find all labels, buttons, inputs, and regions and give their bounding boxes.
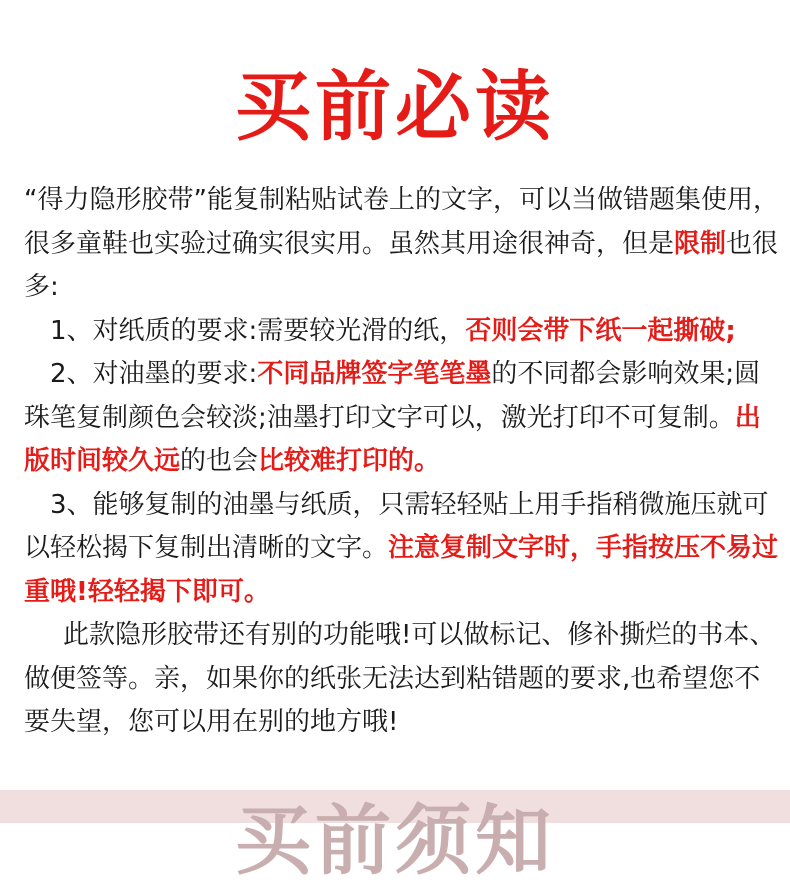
rule-paper-warning: 否则会带下纸一起撕破; <box>465 315 736 346</box>
next-section-title: 买前须知 <box>235 796 555 885</box>
rule-ink-paragraph <box>24 353 784 484</box>
rule-copy-paragraph <box>24 484 784 615</box>
rule-copy-warning: 注意复制文字时，手指按压不易过重哦!轻轻揭下即可。 <box>24 533 779 607</box>
intro-paragraph <box>24 179 784 310</box>
intro-text-a: “得力隐形胶带”能复制粘贴试卷上的文字，可以当做错题集使用，很多童鞋也实验过确实很实用。虽然其用途很神奇，但是 <box>24 185 779 259</box>
intro-highlight: 限制 <box>674 228 727 259</box>
rule-copy-text: 3、能够复制的油墨与纸质，只需轻轻贴上用手指稍微施压就可以轻松揭下复制出清晰的文字。 <box>24 489 769 563</box>
notice-content <box>24 179 784 745</box>
rule-paper-paragraph <box>24 310 784 354</box>
other-uses-paragraph: 此款隐形胶带还有别的功能哦!可以做标记、修补撕烂的书本、做便签等。亲，如果你的纸张无法达到粘错题的要求,也希望您不要失望，您可以用在别的地方哦! <box>24 620 776 737</box>
rule-ink-highlight-1: 不同品牌签字笔笔墨 <box>257 359 492 389</box>
intro-text-b: 也很多: <box>24 228 779 302</box>
page-title: 买前必读 <box>235 62 555 151</box>
rule-ink-text-a: 2、对油墨的要求: <box>50 359 258 389</box>
next-section-band <box>0 790 790 885</box>
rule-ink-highlight-2: 出版时间较久远 <box>24 402 761 476</box>
rule-paper-text: 1、对纸质的要求:需要较光滑的纸， <box>50 315 466 346</box>
rule-ink-text-c: 的也会 <box>180 446 259 476</box>
rule-ink-highlight-3: 比较难打印的。 <box>258 446 441 476</box>
rule-ink-text-b: 的不同都会影响效果;圆珠笔复制颜色会较淡;油墨打印文字可以，激光打印不可复制。 <box>24 359 761 433</box>
